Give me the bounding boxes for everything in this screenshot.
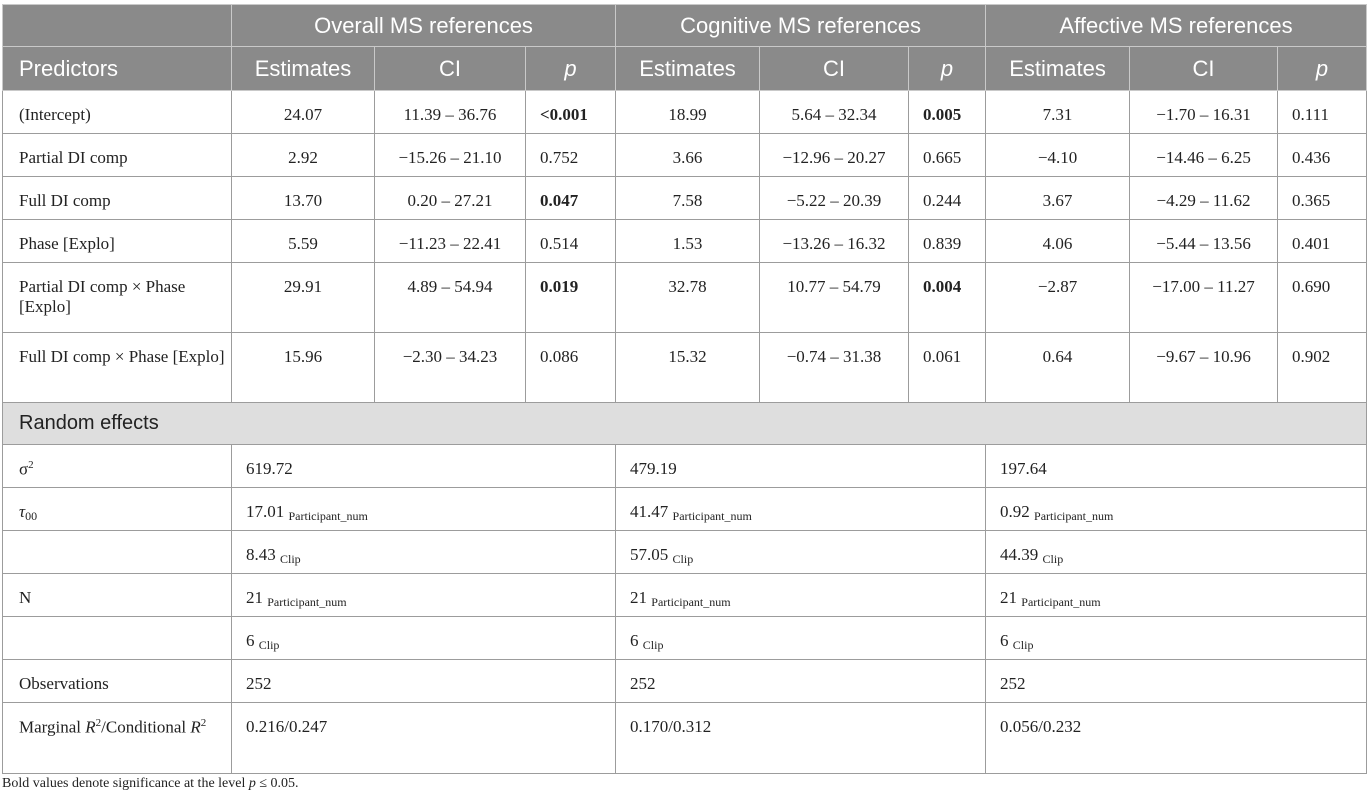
cell-c-p: 0.244 xyxy=(909,177,986,220)
cell-o-p: 0.752 xyxy=(526,134,616,177)
header-estimates: Estimates xyxy=(232,47,375,91)
n-clip-label xyxy=(3,617,232,660)
n-participant-cognitive: 21 $_{Participant\_num}$ xyxy=(616,574,986,617)
cell-a-p: 0.690 xyxy=(1278,263,1367,333)
cell-c-p xyxy=(909,91,986,134)
r2-overall: 0.216/0.247 xyxy=(232,703,616,774)
header-ci: CI xyxy=(760,47,909,91)
header-p: p xyxy=(1278,47,1367,91)
sigma-value-overall: 619.72 xyxy=(232,445,616,488)
n-participant-row xyxy=(3,574,1367,617)
n-label: N xyxy=(3,574,232,617)
observations-overall: 252 xyxy=(232,660,616,703)
cell-a-est: −2.87 xyxy=(986,263,1130,333)
r2-label: Marginal $R^2$/Conditional $R^2$ xyxy=(3,703,232,774)
n-participant-affective: 21 $_{Participant\_num}$ xyxy=(986,574,1367,617)
tau-participant-cognitive: 41.47 $_{Participant\_num}$ xyxy=(616,488,986,531)
cell-o-ci: 4.89 – 54.94 xyxy=(375,263,526,333)
predictor-label: Full DI comp × Phase [Explo] xyxy=(3,333,232,403)
sigma-value-cognitive: 479.19 xyxy=(616,445,986,488)
n-participant-overall: 21 $_{Participant\_num}$ xyxy=(232,574,616,617)
header-estimates: Estimates xyxy=(986,47,1130,91)
group-header-overall: Overall MS references xyxy=(232,5,616,47)
tau-clip-label xyxy=(3,531,232,574)
observations-label: Observations xyxy=(3,660,232,703)
cell-c-p: 0.839 xyxy=(909,220,986,263)
cell-a-p: 0.401 xyxy=(1278,220,1367,263)
cell-c-est: 7.58 xyxy=(616,177,760,220)
cell-c-est: 1.53 xyxy=(616,220,760,263)
significant-value: 0.047 xyxy=(540,191,579,210)
tau-label: $\tau_{00}$ xyxy=(3,488,232,531)
cell-a-est: 4.06 xyxy=(986,220,1130,263)
cell-o-ci: −15.26 – 21.10 xyxy=(375,134,526,177)
predictor-label: Partial DI comp xyxy=(3,134,232,177)
n-clip-row xyxy=(3,617,1367,660)
cell-o-est: 15.96 xyxy=(232,333,375,403)
random-effects-title: Random effects xyxy=(3,403,1367,445)
tau-participant-affective: 0.92 $_{Participant\_num}$ xyxy=(986,488,1367,531)
predictor-label: Full DI comp xyxy=(3,177,232,220)
cell-o-ci: −2.30 – 34.23 xyxy=(375,333,526,403)
table-row xyxy=(3,333,1367,403)
group-header-cognitive: Cognitive MS references xyxy=(616,5,986,47)
cell-o-est: 5.59 xyxy=(232,220,375,263)
cell-c-est: 18.99 xyxy=(616,91,760,134)
sigma-label: $\sigma^2$ xyxy=(3,445,232,488)
cell-c-p: 0.665 xyxy=(909,134,986,177)
observations-row xyxy=(3,660,1367,703)
cell-c-p xyxy=(909,263,986,333)
cell-a-est: 0.64 xyxy=(986,333,1130,403)
cell-o-ci: 0.20 – 27.21 xyxy=(375,177,526,220)
predictor-label: (Intercept) xyxy=(3,91,232,134)
group-header-affective: Affective MS references xyxy=(986,5,1367,47)
tau-participant-row xyxy=(3,488,1367,531)
cell-c-ci: −0.74 – 31.38 xyxy=(760,333,909,403)
cell-a-p: 0.902 xyxy=(1278,333,1367,403)
fixed-effects-body xyxy=(3,91,1367,403)
header-ci: CI xyxy=(1130,47,1278,91)
cell-a-est: 3.67 xyxy=(986,177,1130,220)
predictor-label: Phase [Explo] xyxy=(3,220,232,263)
sigma-row xyxy=(3,445,1367,488)
tau-clip-overall: 8.43 $_{Clip}$ xyxy=(232,531,616,574)
cell-a-est: 7.31 xyxy=(986,91,1130,134)
cell-o-ci: −11.23 – 22.41 xyxy=(375,220,526,263)
cell-o-est: 29.91 xyxy=(232,263,375,333)
header-blank-cell xyxy=(3,5,232,47)
n-clip-cognitive: 6 $_{Clip}$ xyxy=(616,617,986,660)
cell-o-est: 24.07 xyxy=(232,91,375,134)
header-estimates: Estimates xyxy=(616,47,760,91)
cell-a-p: 0.365 xyxy=(1278,177,1367,220)
significant-value: 0.005 xyxy=(923,105,962,124)
tau-clip-row xyxy=(3,531,1367,574)
cell-o-ci: 11.39 – 36.76 xyxy=(375,91,526,134)
tau-participant-overall: 17.01 $_{Participant\_num}$ xyxy=(232,488,616,531)
observations-affective: 252 xyxy=(986,660,1367,703)
cell-a-ci: −9.67 – 10.96 xyxy=(1130,333,1278,403)
table-row xyxy=(3,220,1367,263)
r2-affective: 0.056/0.232 xyxy=(986,703,1367,774)
column-header-row xyxy=(3,47,1367,91)
cell-c-est: 32.78 xyxy=(616,263,760,333)
cell-c-p: 0.061 xyxy=(909,333,986,403)
cell-o-p xyxy=(526,177,616,220)
cell-a-ci: −4.29 – 11.62 xyxy=(1130,177,1278,220)
cell-o-p xyxy=(526,91,616,134)
cell-o-p xyxy=(526,263,616,333)
regression-table xyxy=(2,4,1367,774)
r2-row xyxy=(3,703,1367,774)
tau-clip-affective: 44.39 $_{Clip}$ xyxy=(986,531,1367,574)
table-row xyxy=(3,134,1367,177)
cell-c-ci: 10.77 – 54.79 xyxy=(760,263,909,333)
cell-a-ci: −14.46 – 6.25 xyxy=(1130,134,1278,177)
cell-c-est: 15.32 xyxy=(616,333,760,403)
cell-c-est: 3.66 xyxy=(616,134,760,177)
cell-c-ci: 5.64 – 32.34 xyxy=(760,91,909,134)
random-effects-section-row xyxy=(3,403,1367,445)
cell-o-p: 0.514 xyxy=(526,220,616,263)
table-row xyxy=(3,263,1367,333)
header-p: p xyxy=(909,47,986,91)
header-p: p xyxy=(526,47,616,91)
cell-a-ci: −17.00 – 11.27 xyxy=(1130,263,1278,333)
cell-a-ci: −1.70 – 16.31 xyxy=(1130,91,1278,134)
significant-value: 0.004 xyxy=(923,277,962,296)
header-ci: CI xyxy=(375,47,526,91)
table-row xyxy=(3,177,1367,220)
sigma-value-affective: 197.64 xyxy=(986,445,1367,488)
predictor-label: Partial DI comp × Phase [Explo] xyxy=(3,263,232,333)
group-header-row xyxy=(3,5,1367,47)
significant-value: 0.019 xyxy=(540,277,579,296)
cell-a-est: −4.10 xyxy=(986,134,1130,177)
n-clip-overall: 6 $_{Clip}$ xyxy=(232,617,616,660)
cell-c-ci: −13.26 – 16.32 xyxy=(760,220,909,263)
table-row xyxy=(3,91,1367,134)
header-predictors: Predictors xyxy=(3,47,232,91)
cell-o-est: 13.70 xyxy=(232,177,375,220)
r2-cognitive: 0.170/0.312 xyxy=(616,703,986,774)
significant-value: <0.001 xyxy=(540,105,588,124)
cell-o-p: 0.086 xyxy=(526,333,616,403)
n-clip-affective: 6 $_{Clip}$ xyxy=(986,617,1367,660)
cell-a-ci: −5.44 – 13.56 xyxy=(1130,220,1278,263)
cell-a-p: 0.111 xyxy=(1278,91,1367,134)
table-footnote: Bold values denote significance at the level p ≤ 0.05. xyxy=(2,776,299,791)
tau-clip-cognitive: 57.05 $_{Clip}$ xyxy=(616,531,986,574)
cell-c-ci: −5.22 – 20.39 xyxy=(760,177,909,220)
cell-a-p: 0.436 xyxy=(1278,134,1367,177)
cell-o-est: 2.92 xyxy=(232,134,375,177)
cell-c-ci: −12.96 – 20.27 xyxy=(760,134,909,177)
observations-cognitive: 252 xyxy=(616,660,986,703)
